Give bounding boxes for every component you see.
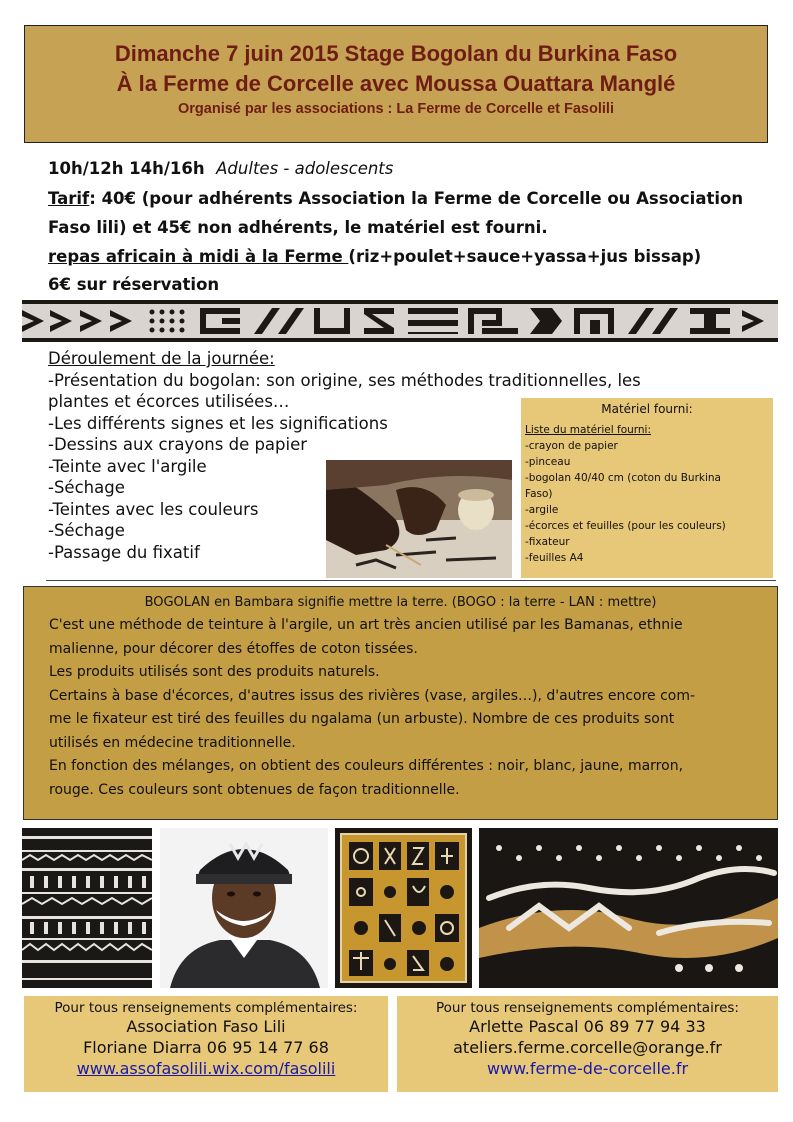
section-divider [46, 580, 776, 581]
contact-left-title: Pour tous renseignements complémentaires: [54, 1000, 358, 1016]
bogolan-title: BOGOLAN en Bambara signifie mettre la terre. (BOGO : la terre - LAN : mettre) [144, 595, 657, 610]
bogolan-line: C'est une méthode de teinture à l'argile, un art très ancien utilisé par les Bamanas, ethnie [49, 617, 683, 633]
ferme-corcelle-website-link[interactable]: www.ferme-de-corcelle.fr [486, 1059, 689, 1078]
materiel-item: -argile [525, 504, 559, 516]
bogolan-line: utilisés en médecine traditionnelle. [49, 734, 296, 751]
header-banner [24, 25, 768, 143]
contact-right-person: Arlette Pascal 06 89 77 94 33 [469, 1017, 706, 1036]
materiel-item: -feuilles A4 [525, 552, 584, 564]
tarif-text1: : 40€ (pour adhérents Association la Ferme de Corcelle ou Association [89, 189, 744, 208]
programme-item: -Teinte avec l'argile [48, 456, 207, 476]
meal-line [48, 243, 701, 271]
materiel-item: -pinceau [525, 456, 571, 468]
materiel-list-heading: Liste du matériel fourni: [525, 424, 652, 436]
contact-box-ferme-corcelle [397, 996, 778, 1092]
contact-left-person: Floriane Diarra 06 95 14 77 68 [83, 1038, 329, 1057]
meal-label: repas africain à midi à la Ferme [48, 247, 349, 266]
schedule-line [48, 155, 393, 183]
header-title-line2: À la Ferme de Corcelle avec Moussa Ouattara Manglé [116, 71, 676, 96]
meal-price: 6€ sur réservation [48, 275, 220, 294]
materiel-box [521, 398, 773, 578]
programme-item: -Les différents signes et les significations [48, 413, 388, 433]
materiel-item: Faso) [525, 488, 553, 500]
bogolan-line: malienne, pour décorer des étoffes de coton tissées. [49, 640, 418, 657]
contact-left-org: Association Faso Lili [126, 1017, 286, 1036]
programme-item: -Passage du fixatif [48, 542, 200, 562]
tarif-line1 [48, 185, 743, 213]
striped-fabric-photo [22, 828, 152, 988]
materiel-item: -crayon de papier [525, 440, 618, 452]
header-title-line1: Dimanche 7 juin 2015 Stage Bogolan du Burkina Faso [114, 41, 678, 66]
programme-item: -Séchage [48, 521, 125, 540]
bogolan-fabric-photo [479, 828, 778, 988]
bogolan-line: Certains à base d'écorces, d'autres issus des rivières (vase, argiles…), d'autres encore com- [49, 687, 696, 704]
header-subtitle: Organisé par les associations : La Ferme de Corcelle et Fasolili [178, 101, 614, 117]
materiel-title: Matériel fourni: [601, 402, 693, 416]
programme-heading: Déroulement de la journée: [48, 349, 275, 368]
bogolan-info-box [23, 586, 778, 820]
bogolan-symbols-photo [335, 828, 472, 988]
programme-item: plantes et écorces utilisées… [48, 392, 290, 411]
contact-right-title: Pour tous renseignements complémentaires: [436, 1000, 739, 1016]
programme-item: -Présentation du bogolan: son origine, ses méthodes traditionnelles, les [48, 370, 641, 390]
bogolan-line: En fonction des mélanges, on obtient des couleurs différentes : noir, blanc, jaune, marron, [49, 758, 684, 774]
programme-item: -Séchage [48, 478, 125, 497]
contact-right-email[interactable]: ateliers.ferme.corcelle@orange.fr [453, 1038, 722, 1057]
hands-painting-photo [326, 460, 512, 578]
bogolan-line: me le fixateur est tiré des feuilles du ngalama (un arbuste). Nombre de ces produits sont [49, 711, 675, 727]
materiel-item: -bogolan 40/40 cm (coton du Burkina [525, 472, 721, 484]
tarif-label: Tarif [48, 189, 90, 208]
bogolan-line: rouge. Ces couleurs sont obtenues de façon traditionnelle. [49, 781, 460, 798]
tarif-line2: Faso lili) et 45€ non adhérents, le matériel est fourni. [48, 218, 548, 237]
faso-lili-website-link[interactable]: www.assofasolili.wix.com/fasolili [76, 1059, 336, 1078]
materiel-item: -fixateur [525, 536, 570, 548]
audience: Adultes - adolescents [216, 159, 394, 178]
bogolan-pattern-banner [22, 300, 778, 342]
bogolan-line: Les produits utilisés sont des produits naturels. [49, 664, 380, 680]
meal-detail: (riz+poulet+sauce+yassa+jus bissap) [348, 247, 702, 266]
portrait-photo [160, 828, 328, 988]
programme-item: -Teintes avec les couleurs [48, 499, 259, 519]
materiel-item: -écorces et feuilles (pour les couleurs) [525, 520, 726, 532]
schedule-times: 10h/12h 14h/16h [48, 159, 205, 178]
contact-box-faso-lili [24, 996, 388, 1092]
programme-item: -Dessins aux crayons de papier [48, 435, 308, 454]
